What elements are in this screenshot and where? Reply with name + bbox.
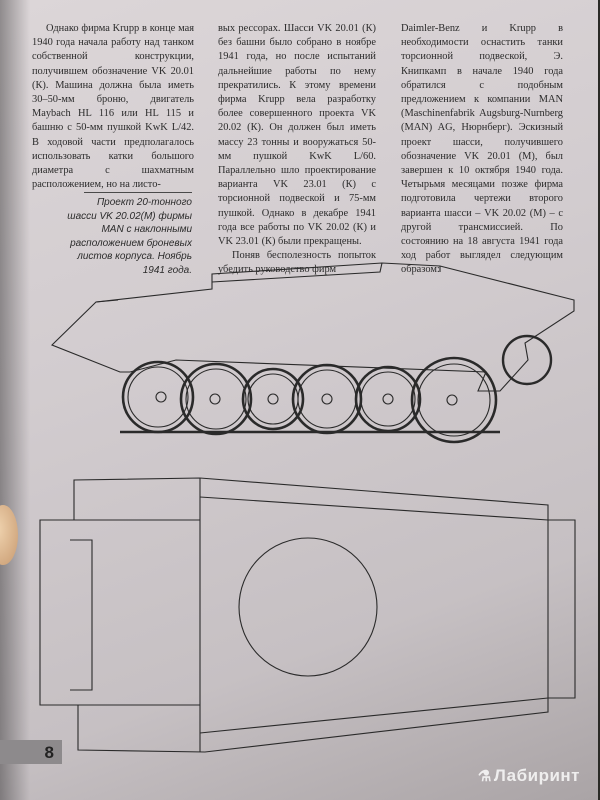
road-wheel-rim	[418, 364, 490, 436]
wheel-hub	[447, 395, 457, 405]
labyrinth-logo-icon: ⚗	[477, 768, 492, 785]
road-wheel	[356, 367, 420, 431]
paragraph: Поняв бесполезность попыток убедить руководство фирм	[218, 250, 376, 276]
page-number-tab	[0, 740, 62, 764]
side-view-drawing	[52, 263, 574, 442]
page-number: 8	[44, 743, 54, 762]
road-wheel	[123, 362, 193, 432]
deck-line	[200, 698, 548, 733]
idler-wheel	[503, 336, 551, 384]
paragraph: Daimler-Benz и Krupp в необходимости оснастить танки торсионной подвеской, Э. Книпкамп в начале 1940 года обратился с подобным предложением к компании MAN (Maschinenfabrik Augsburg-Nurnberg (MAN) AG, Нюрнберг). Эскизный проект шасси, получившего обозначение VK 20.01 (М), был завершен к 10 октября 1940 года. Четырьмя месяцами позже фирма подготовила чертежи второго варианта шасси – VK 20.02 (М) – с другой трансмиссией. По состоянию на 18 августа 1941 года ход работ выглядел следующим образом:	[401, 23, 563, 276]
watermark-text: Лабиринт	[493, 766, 580, 785]
road-wheel	[181, 364, 251, 434]
figure-caption: Проект 20-тонного шасси VK 20.02(M) фирмы MAN с наклонными расположением броневых листов корпуса. Ноябрь 1941 года.	[67, 197, 192, 276]
paragraph: вых рессорах. Шасси VK 20.01 (К) без башни было собрано в ноябре 1941 года, но после испытаний дальнейшие работы по нему прекратились. К этому времени фирма Krupp вела разработку более совершенного проекта VK 20.02 (К). Он должен был иметь массу 23 тонны и вооружаться 50-мм пушкой KwK L/60. Параллельно шло проектирование варианта VK 23.01 (К) с торсионной подвеской и 75-мм пушкой. Однако в декабре 1941 года все работы по VK 20.02 (К) и VK 23.01 (К) были прекращены.	[218, 23, 376, 248]
wheel-hub	[156, 392, 166, 402]
turret-ring	[239, 538, 377, 676]
wheel-hub	[322, 394, 332, 404]
wheel-hub	[383, 394, 393, 404]
rear-plate	[548, 520, 575, 698]
wheel-hub	[210, 394, 220, 404]
road-wheel-rim	[186, 369, 246, 429]
paragraph: Однако фирма Krupp в конце мая 1940 года начала работу над танком собственной конструкции, получившем обозначение VK 20.01 (К). Машина должна была иметь 30–50-мм броню, двигатель Maybach HL 116 или HL 115 и башню с 50-мм пушкой KwK L/42. В ходовой части предполагалось использовать катки большого диаметра с шахматным расположением, но на листо-	[32, 23, 194, 191]
road-wheel-rim	[128, 367, 188, 427]
wheel-hub	[268, 394, 278, 404]
front-plate	[70, 540, 92, 690]
side-hull-outline	[52, 263, 574, 391]
road-wheel-rim	[298, 370, 356, 428]
road-wheel-rim	[248, 374, 298, 424]
top-view-drawing	[40, 478, 575, 752]
road-wheel-rim	[361, 372, 415, 426]
watermark	[478, 766, 580, 786]
top-hull-outline	[40, 478, 548, 752]
